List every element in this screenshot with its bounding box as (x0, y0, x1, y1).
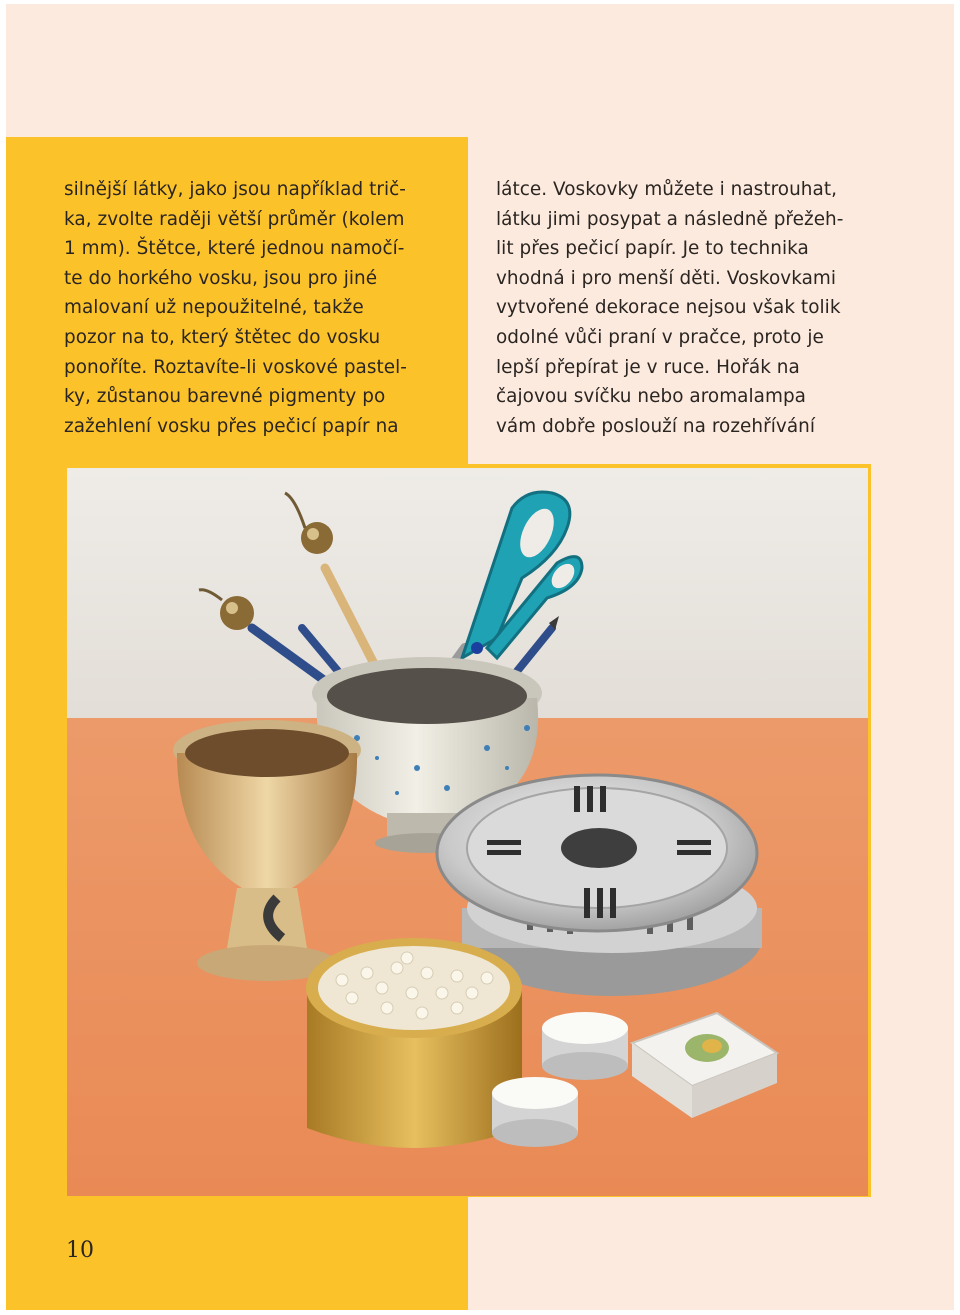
craft-supplies-photo (67, 468, 868, 1196)
page-number: 10 (66, 1238, 94, 1263)
wax-pellet-tin (306, 938, 522, 1148)
left-text-column (64, 175, 407, 441)
text-line: odolné vůči praní v pračce, proto je (496, 326, 824, 348)
text-line: ponoříte. Roztavíte-li voskové pastel- (64, 356, 407, 378)
text-line: 1 mm). Štětce, které jednou namočí- (64, 238, 405, 260)
text-line: ky, zůstanou barevné pigmenty po (64, 386, 386, 408)
text-line: pozor na to, který štětec do vosku (64, 326, 381, 348)
text-line: čajovou svíčku nebo aromalampa (496, 386, 806, 408)
text-line: lit přes pečicí papír. Je to technika (496, 238, 809, 260)
text-line: lepší přepírat je v ruce. Hořák na (496, 356, 800, 378)
text-line: látku jimi posypat a následně přežeh- (496, 208, 844, 230)
text-line: malovaní už nepoužitelné, takže (64, 297, 364, 319)
text-line: vhodná i pro menší děti. Voskovkami (496, 267, 837, 289)
text-line: látce. Voskovky můžete i nastrouhat, (496, 179, 837, 200)
tea-candle-2 (492, 1077, 578, 1147)
text-line: te do horkého vosku, jsou pro jiné (64, 267, 378, 289)
text-line: vytvořené dekorace nejsou však tolik (496, 297, 841, 319)
right-text-column (496, 175, 843, 441)
tea-candle-1 (542, 1012, 628, 1080)
text-line: vám dobře poslouží na rozehřívání (496, 415, 816, 437)
text-line: zažehlení vosku přes pečicí papír na (64, 415, 399, 437)
text-line: silnější látky, jako jsou například trič- (64, 179, 406, 200)
text-line: ka, zvolte raději větší průměr (kolem (64, 208, 405, 230)
